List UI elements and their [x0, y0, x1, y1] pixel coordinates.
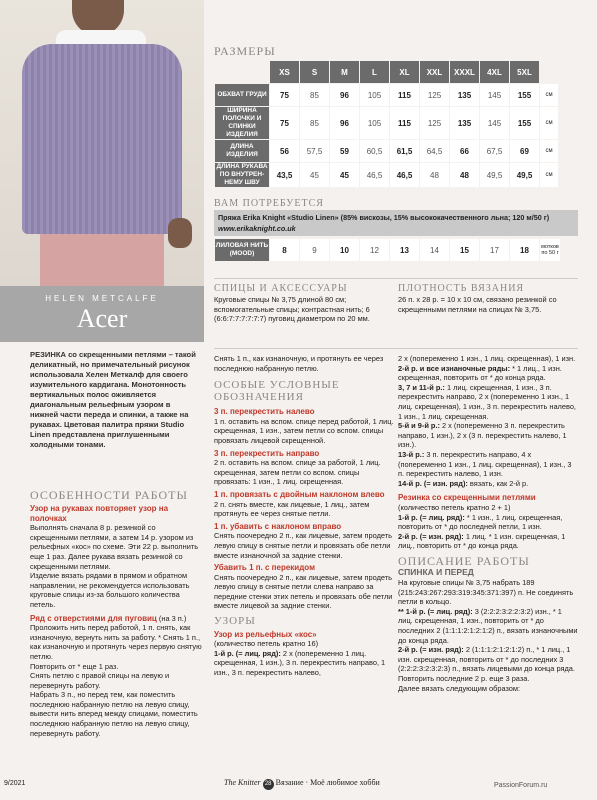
row-label: ЛИЛОВАЯ НИТЬ (MOOD): [215, 239, 269, 261]
row-text: 2 (1:1:1:2:1:2:1:2) п., * 1 лиц., 1 изн. скрещенная, повторить от * до последних 3 (2:2:2:3:2:3:2:3) п., вязать лицевыми до конца ряда.: [398, 645, 575, 674]
magazine-name: The Knitter: [224, 778, 261, 787]
name-band: [0, 286, 204, 342]
sizes-header-row: [215, 61, 558, 83]
sweater: [22, 44, 182, 234]
features-sub2: Ряд с отверстиями для пуговиц: [30, 613, 157, 623]
table-cell: 48: [450, 163, 479, 187]
table-cell: 66: [450, 140, 479, 162]
magazine-footer: [224, 778, 380, 790]
gauge-text: 26 п. x 28 р. = 10 x 10 см, связано резинкой со скрещенными петлями на спицах № 3,75.: [398, 295, 557, 314]
row-label-text: 2-й р. (= изн. ряд):: [398, 531, 464, 541]
table-cell: 125: [420, 107, 449, 139]
sizes-corner: [215, 61, 269, 83]
symbol-desc: 2 п. оставить на вспом. спице за работой, 1 лиц. скрещенная, затем петли со вспом. спицы провязать: 1 изн., 1 лиц. скрещенная.: [214, 458, 381, 487]
row-text: 3 (2:2:2:3:2:2:3:2) изн., * 1 лиц. скрещенная, 1 изн., повторить от * до последних 2 (1:1:1:2:1:2:1:2) п., вязать изнаночными до конца ряда.: [398, 606, 578, 645]
sizes-title: РАЗМЕРЫ: [214, 44, 276, 58]
features-p5: Снять петлю с правой спицы на левую и перевернуть работу.: [30, 671, 170, 690]
intro-lead: РЕЗИНКА: [30, 350, 66, 359]
table-cell: 96: [330, 107, 359, 139]
pattern-name: Узор из рельефных «кос»: [214, 629, 317, 639]
symbol-desc: 1 п. оставить на вспом. спице перед работой, 1 лиц. скрещенная, 1 изн., затем петли со вспом. спицы провязать лицевой скрещенной.: [214, 416, 394, 445]
table-cell: 46,5: [360, 163, 389, 187]
col3-p14: Далее вязать следующим образом:: [398, 683, 521, 693]
gauge-title: ПЛОТНОСТЬ ВЯЗАНИЯ: [398, 283, 525, 294]
table-cell: 105: [360, 84, 389, 106]
features-p1: Выполнять сначала 8 р. резинкой со скрещенными петлями, а затем 14 р. узором из рельефных «кос» по схеме. Эти 22 р. выполнить еще 1 раз. Далее рукава вязать резинкой со скрещенными петлями.: [30, 523, 199, 571]
row-text: 1 лиц. скрещенная, 1 изн., 3 п. перекрестить направо, 2 х (попеременно 1 изн., 1 лиц. скрещенная), 1 изн., 3 п. перекрестить налево, 1 изн., 1 лиц. скрещенная.: [398, 382, 576, 421]
table-cell: 45: [300, 163, 329, 187]
pattern-desc: (количество петель кратно 16): [214, 639, 319, 649]
instructions-column: [398, 354, 578, 693]
model-hand: [168, 218, 192, 248]
table-cell: 145: [480, 107, 509, 139]
table-cell: 105: [360, 107, 389, 139]
table-cell: 14: [420, 239, 449, 261]
table-cell: 57,5: [300, 140, 329, 162]
intro-paragraph: [30, 350, 198, 450]
table-cell: 96: [330, 84, 359, 106]
col3-p7: (количество петель кратно 2 + 1): [398, 502, 511, 512]
table-cell: 46,5: [390, 163, 419, 187]
unit-cell: см: [540, 107, 558, 139]
row-text: вязать, как 2-й р.: [467, 478, 529, 488]
designer-name: HELEN METCALFE: [45, 294, 159, 303]
row-text: 3 п. перекрестить направо, 4 х (попеременно 1 изн., 1 лиц. скрещенная), 1 изн., 3 п. перекрестить налево, 1 изн.: [398, 449, 572, 479]
yarn-site: www.erikaknight.co.uk: [218, 224, 296, 233]
intro-text: со скрещенными петлями – такой деликатный, но примечательный рисунок использовала Хелен Меткалф для своего изумительного кардигана. Монотонность вертикальных полос оживляется диагональным рельефным узором в нижней части переда и спинки, а также на рукавах. Цветовая палитра пряжи Studio Linen представлена приглушенными холодными тонами.: [30, 350, 196, 449]
table-cell: 8: [270, 239, 299, 261]
unit-cell: см: [540, 140, 558, 162]
divider: [214, 278, 578, 279]
symbols-title: ОСОБЫЕ УСЛОВНЫЕ ОБОЗНАЧЕНИЯ: [214, 379, 340, 404]
row-label-text: 3, 7 и 11-й р.:: [398, 382, 445, 392]
row-label-text: 2-й р. (= изн. ряд):: [398, 645, 464, 655]
issue-number: 9/2021: [4, 780, 26, 787]
unit-cell: см: [540, 84, 558, 106]
tools-text: Круговые спицы № 3,75 длиной 80 см; вспомогательные спицы; контрастная нить; 6 (6:6:7:7:7:7:7:7) пуговиц диаметром по 20 мм.: [214, 295, 370, 324]
table-cell: 85: [300, 84, 329, 106]
size-col: L: [360, 61, 389, 83]
watermark-site: PassionForum.ru: [494, 782, 548, 789]
table-cell: 155: [510, 84, 539, 106]
row-text: * 1 изн., 1 лиц. скрещенная, повторить от * до последней петли, 1 изн.: [398, 512, 563, 532]
size-col: 4XL: [480, 61, 509, 83]
table-cell: 85: [300, 107, 329, 139]
tools-title: СПИЦЫ И АКСЕССУАРЫ: [214, 283, 348, 294]
symbol-desc: Снять поочередно 2 п., как лицевые, затем продеть левую спицу в снятые петли слева направо за передние стенки этих петель и провязать обе петли вместе лицевой за задние стенки.: [214, 572, 393, 611]
divider: [214, 348, 578, 349]
row-text: 2 х (попеременно 1 лиц. скрещенная, 1 изн.), 3 п. перекрестить направо, 1 изн., 3 п. перекрестить налево,: [214, 648, 386, 678]
size-col: XS: [270, 61, 299, 83]
row-label-text: 1-й р. (= лиц. ряд):: [398, 512, 465, 522]
row-label-text: 1-й р. (= лиц. ряд):: [214, 648, 281, 658]
symbols-column: [214, 354, 394, 678]
features-p3: Проложить нить перед работой, 1 п. снять, как изнаночную, вернуть нить за работу. * Снять 1 п., как изнаночную и протянуть через первую снятую петлю.: [30, 623, 202, 661]
description-title: ОПИСАНИЕ РАБОТЫ: [398, 553, 530, 568]
back-front-title: СПИНКА И ПЕРЕД: [398, 567, 474, 578]
col3-p1: 2 х (попеременно 1 изн., 1 лиц. скрещенная), 1 изн.: [398, 354, 576, 363]
table-row: [215, 239, 560, 261]
unit-cell: см: [540, 163, 558, 187]
table-cell: 115: [390, 107, 419, 139]
col3-p10: На круговые спицы № 3,75 набрать 189 (215:243:267:293:319:345:371:397) п. Не соединять петли в кольцо.: [398, 578, 574, 607]
size-col: S: [300, 61, 329, 83]
col3-p13: Повторить последние 2 р. еще 3 раза.: [398, 674, 530, 683]
size-col: XXXL: [450, 61, 479, 83]
patterns-title: УЗОРЫ: [214, 615, 256, 628]
table-cell: 69: [510, 140, 539, 162]
unit-cell: мотков по 50 г: [540, 239, 560, 261]
symbol-desc: Снять поочередно 2 п., как лицевые, затем продеть левую спицу в снятые петли и провязать обе петли вместе изнаночной за задние стенки.: [214, 531, 392, 560]
table-cell: 9: [300, 239, 329, 261]
symbol-name: 3 п. перекрестить направо: [214, 448, 320, 458]
table-cell: 75: [270, 84, 299, 106]
table-cell: 60,5: [360, 140, 389, 162]
symbol-name: 3 п. перекрестить налево: [214, 407, 315, 417]
features-sub2-tail: (на 3 п.): [156, 613, 187, 623]
materials-title: ВАМ ПОТРЕБУЕТСЯ: [214, 198, 324, 209]
table-cell: 12: [360, 239, 389, 261]
sizes-unit-head: [540, 61, 558, 83]
table-cell: 49,5: [480, 163, 509, 187]
symbol-name: Убавить 1 п. с перекидом: [214, 563, 315, 573]
table-cell: 15: [450, 239, 479, 261]
table-cell: 13: [390, 239, 419, 261]
col2-p0: Снять 1 п., как изнаночную, и протянуть ее через последнюю набранную петлю.: [214, 354, 384, 373]
size-col: XL: [390, 61, 419, 83]
table-cell: 125: [420, 84, 449, 106]
yarn-box: [214, 210, 578, 236]
table-cell: 48: [420, 163, 449, 187]
row-label: ШИРИНА ПОЛОЧКИ И СПИНКИ ИЗДЕЛИЯ: [215, 107, 269, 139]
row-label-text: 2-й р. и все изнаночные ряды:: [398, 363, 511, 373]
yarn-table: [214, 238, 561, 262]
row-label-text: 5-й и 9-й р.:: [398, 421, 440, 431]
page-number: 28: [263, 779, 274, 790]
row-text: * 1 лиц., 1 изн. скрещенная, повторить от * до конца ряда.: [398, 363, 562, 383]
table-cell: 135: [450, 107, 479, 139]
features-p2: Изделие вязать рядами в прямом и обратном направлении, не рекомендуется использовать круговые спицы из-за большого количества петель.: [30, 571, 190, 609]
features-p6: Набрать 3 п., но перед тем, как поместить последнюю набранную петлю на левую спицу, вывести нить вперед между спицами, поместить последнюю набранную петлю на левую спицу, перевернуть работу.: [30, 690, 198, 738]
row-text: 2 х (попеременно 3 п. перекрестить направо, 1 изн.), 2 х (3 п. перекрестить налево, 1 изн.).: [398, 421, 567, 450]
symbol-name: 1 п. убавить с наклоном вправо: [214, 521, 342, 531]
size-col: M: [330, 61, 359, 83]
pants: [40, 234, 164, 286]
size-col: XXL: [420, 61, 449, 83]
sizes-table: [214, 60, 559, 188]
table-cell: 67,5: [480, 140, 509, 162]
table-cell: 155: [510, 107, 539, 139]
table-cell: 18: [510, 239, 539, 261]
cover-photo: [0, 0, 204, 286]
table-row: [215, 84, 558, 106]
table-cell: 59: [330, 140, 359, 162]
model-title: Acer: [76, 304, 128, 333]
features-p4: Повторить от * еще 1 раз.: [30, 661, 119, 671]
table-cell: 43,5: [270, 163, 299, 187]
table-row: [215, 140, 558, 162]
features-sub1: Узор на рукавах повторяет узор на полочках: [30, 504, 169, 523]
row-label-text: 14-й р. (= изн. ряд):: [398, 478, 468, 488]
table-row: [215, 107, 558, 139]
rib-title: Резинка со скрещенными петлями: [398, 493, 536, 503]
size-col: 5XL: [510, 61, 539, 83]
table-cell: 17: [480, 239, 509, 261]
row-label-text: 13-й р.:: [398, 449, 425, 459]
features-title: ОСОБЕННОСТИ РАБОТЫ: [30, 488, 188, 502]
table-cell: 45: [330, 163, 359, 187]
symbol-desc: 2 п. снять вместе, как лицевые, 1 лиц., затем протянуть ее через снятые петли.: [214, 499, 370, 519]
symbol-name: 1 п. провязать с двойным наклоном влево: [214, 489, 385, 499]
row-label: ДЛИНА РУКАВА ПО ВНУТРЕН-НЕМУ ШВУ: [216, 163, 268, 186]
table-cell: 10: [330, 239, 359, 261]
table-cell: 115: [390, 84, 419, 106]
row-label: ОБХВАТ ГРУДИ: [215, 84, 269, 106]
row-text: 1 лиц. * 1 изн. скрещенная, 1 лиц., повторить от * до конца ряда.: [398, 531, 566, 551]
features-column: [30, 504, 202, 738]
yarn-line: Пряжа Erika Knight «Studio Linen» (85% вискозы, 15% высококачественного льна; 120 м/50 г): [218, 213, 550, 222]
table-cell: 75: [270, 107, 299, 139]
table-cell: 145: [480, 84, 509, 106]
row-label-text: ** 1-й р. (= лиц. ряд):: [398, 606, 473, 616]
table-cell: 64,5: [420, 140, 449, 162]
row-label: ДЛИНА ИЗДЕЛИЯ: [215, 140, 269, 162]
table-cell: 49,5: [510, 163, 539, 187]
table-cell: 135: [450, 84, 479, 106]
magazine-tagline: Вязание · Моё любимое хобби: [275, 778, 380, 787]
table-cell: 56: [270, 140, 299, 162]
table-row: [215, 163, 558, 187]
table-cell: 61,5: [390, 140, 419, 162]
